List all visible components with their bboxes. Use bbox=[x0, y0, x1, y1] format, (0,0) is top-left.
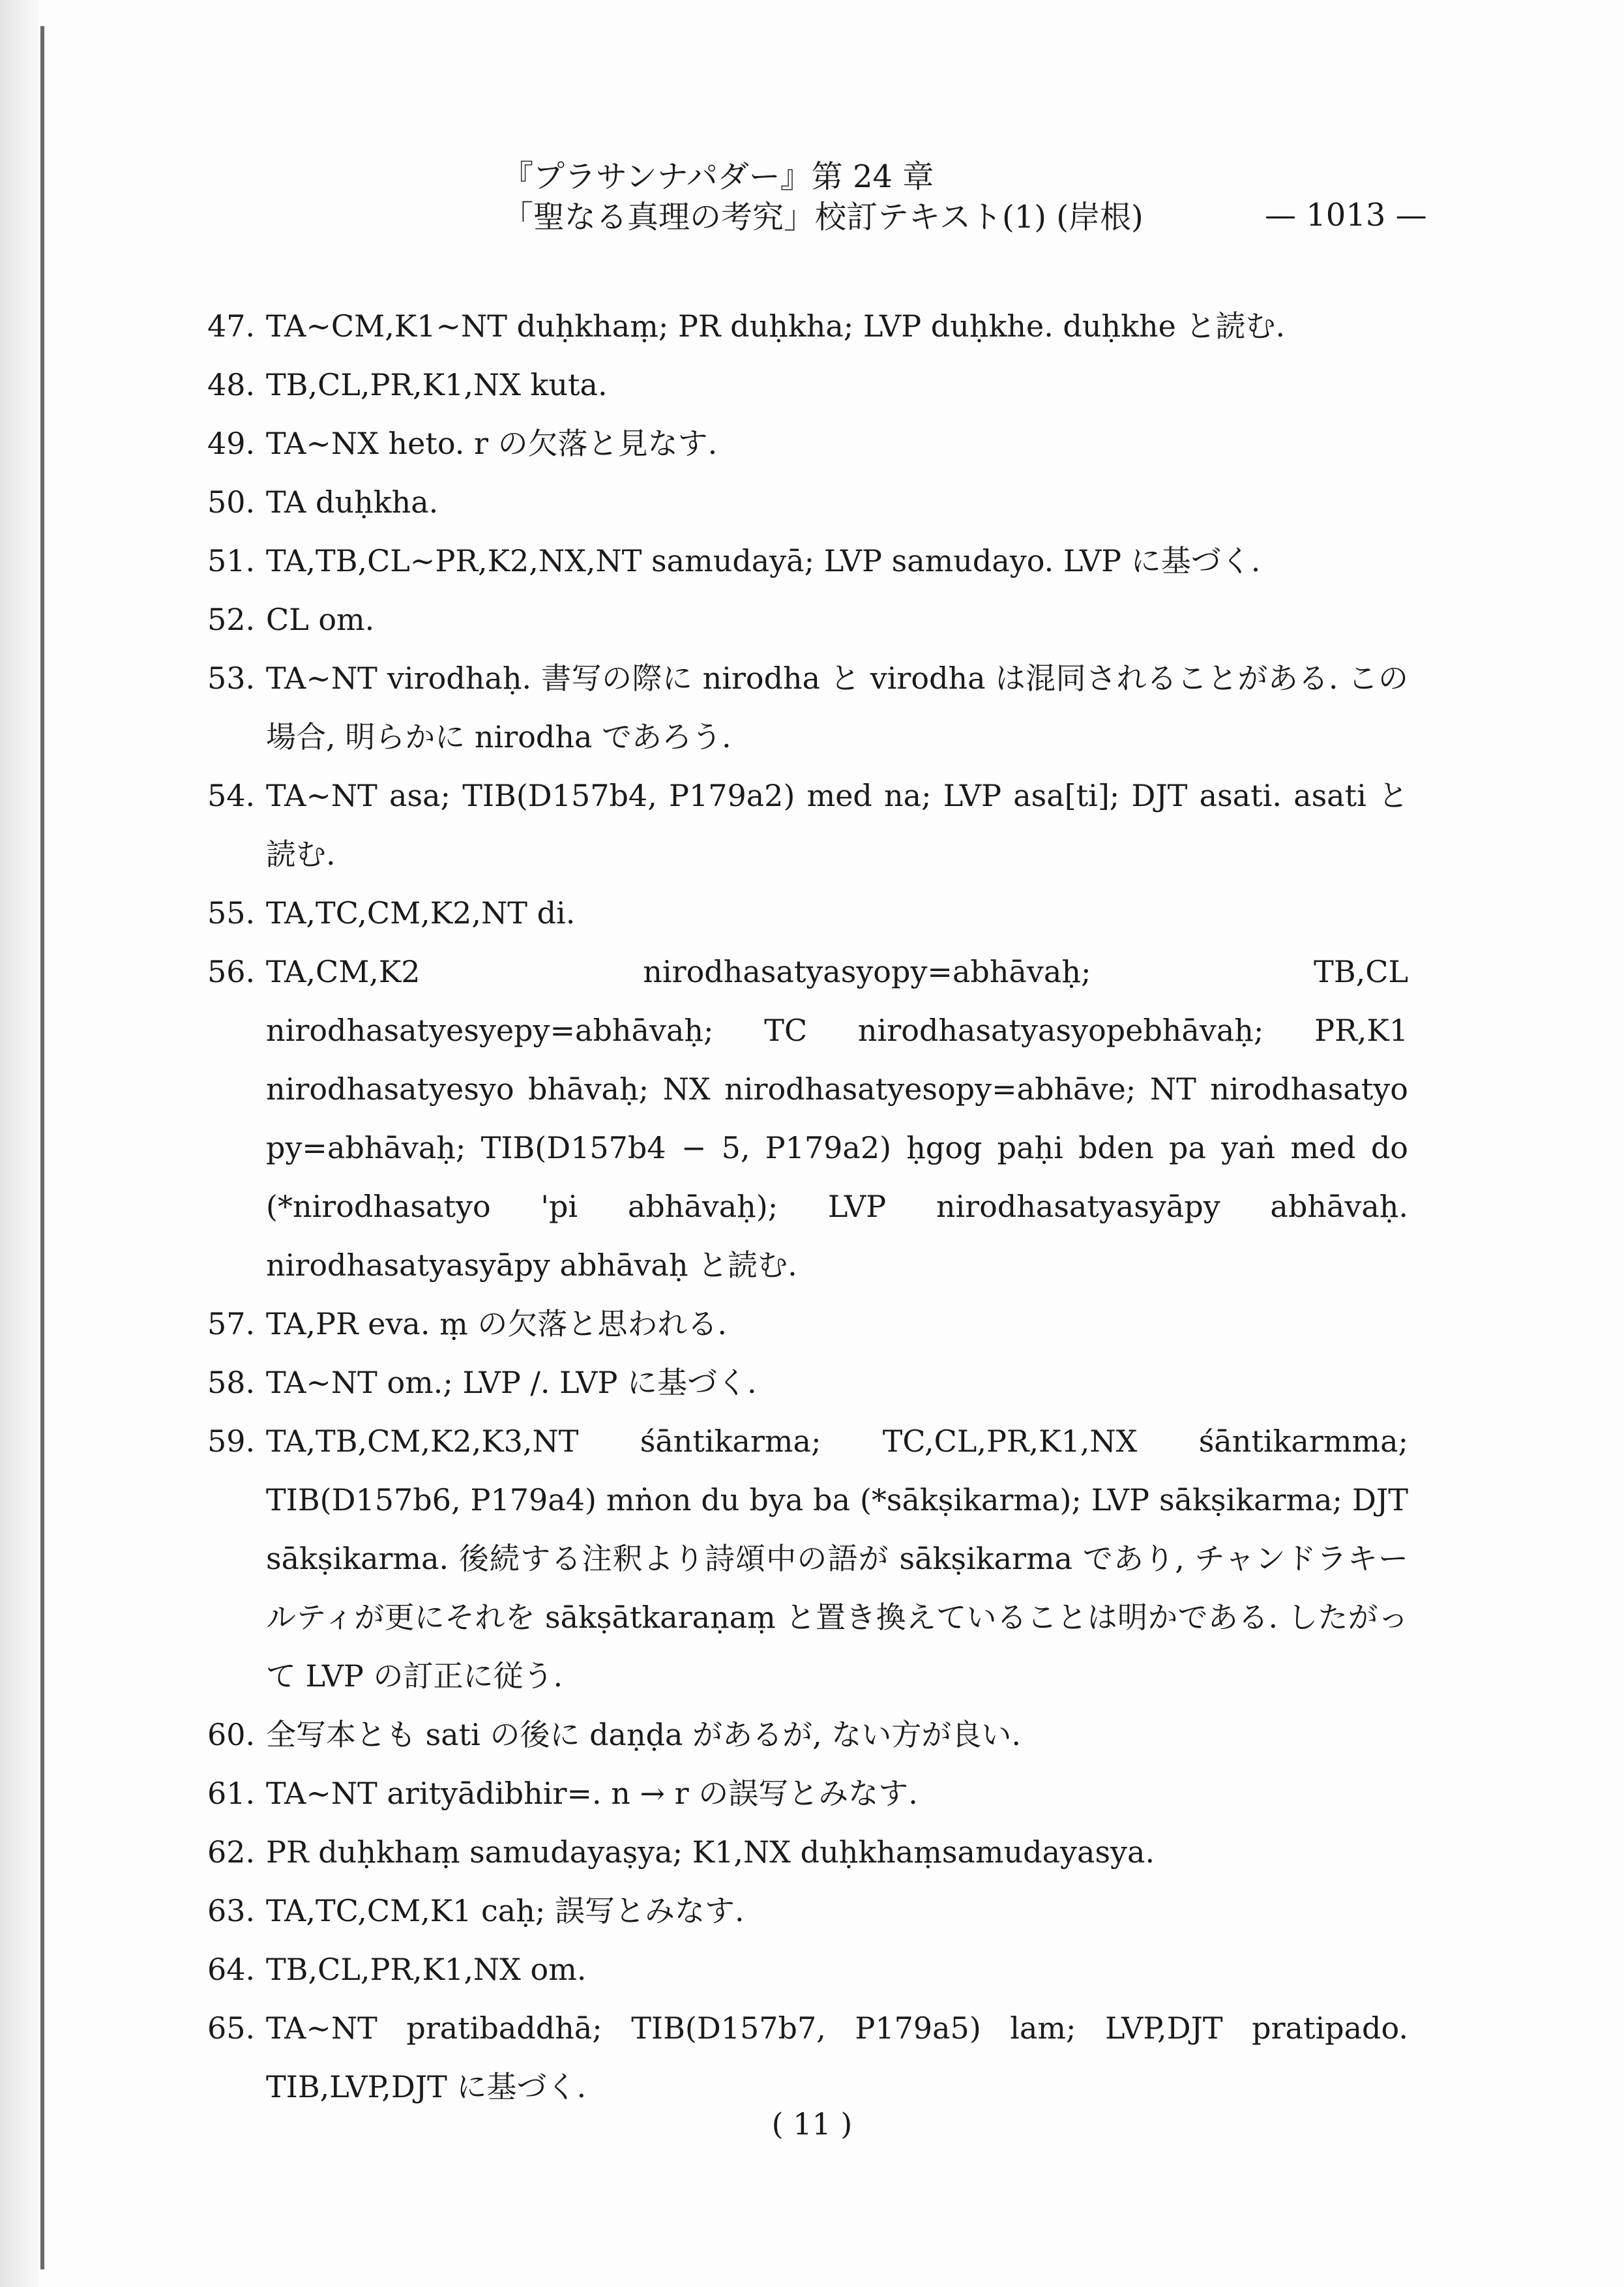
note-item bbox=[207, 1294, 1408, 1353]
note-item bbox=[207, 1999, 1408, 2116]
note-text: TB,CL,PR,K1,NX kuta. bbox=[266, 367, 608, 402]
note-text: TA∼NT pratibaddhā; TIB(D157b7, P179a5) lam; LVP,DJT pratipado. TIB,LVP,DJT に基づく. bbox=[266, 2010, 1408, 2104]
note-item bbox=[207, 1705, 1408, 1764]
note-item bbox=[207, 1353, 1408, 1412]
note-number: 56. bbox=[207, 954, 256, 989]
note-item bbox=[207, 355, 1408, 414]
note-item bbox=[207, 1940, 1408, 1999]
note-text: TA,CM,K2 nirodhasatyasyopy=abhāvaḥ; TB,CL nirodhasatyesyepy=abhāvaḥ; TC nirodhasatyasyopebhāvaḥ; PR,K1 nirodhasatyesyo bhāvaḥ; NX nirodhasatyesopy=abhāve; NT nirodhasatyo py=abhāvaḥ; TIB(D157b4 − 5, P179a2) ḥgog paḥi bden pa yaṅ med do (*nirodhasatyo 'pi abhāvaḥ); LVP nirodhasatyasyāpy abhāvaḥ. nirodhasatyasyāpy abhāvaḥ と読む. bbox=[266, 954, 1408, 1283]
note-item bbox=[207, 942, 1408, 1294]
note-item bbox=[207, 414, 1408, 473]
note-item bbox=[207, 1881, 1408, 1940]
binding-shadow bbox=[0, 0, 39, 2287]
note-text: TA∼NT om.; LVP /. LVP に基づく. bbox=[266, 1365, 757, 1400]
note-number: 61. bbox=[207, 1776, 256, 1811]
note-item bbox=[207, 531, 1408, 590]
note-number: 47. bbox=[207, 308, 256, 344]
note-text: PR duḥkhaṃ samudayaṣya; K1,NX duḥkhaṃsamudayasya. bbox=[266, 1834, 1155, 1870]
note-text: TA,TC,CM,K2,NT di. bbox=[266, 895, 576, 931]
note-text: TA∼NT asa; TIB(D157b4, P179a2) med na; LVP asa[ti]; DJT asati. asati と読む. bbox=[266, 778, 1408, 872]
note-number: 65. bbox=[207, 2010, 256, 2046]
note-text: TB,CL,PR,K1,NX om. bbox=[266, 1952, 587, 1987]
note-number: 57. bbox=[207, 1306, 256, 1341]
page-number: — 1013 — bbox=[1265, 197, 1427, 233]
note-item bbox=[207, 1823, 1408, 1881]
note-number: 55. bbox=[207, 895, 256, 931]
note-text: TA,TB,CL∼PR,K2,NX,NT samudayā; LVP samudayo. LVP に基づく. bbox=[266, 543, 1261, 578]
note-number: 54. bbox=[207, 778, 256, 813]
note-text: TA∼NT arityādibhir=. n → r の誤写とみなす. bbox=[266, 1776, 918, 1811]
note-text: CL om. bbox=[266, 602, 375, 637]
note-number: 64. bbox=[207, 1952, 256, 1987]
note-number: 52. bbox=[207, 602, 256, 637]
note-number: 51. bbox=[207, 543, 256, 578]
note-text: TA duḥkha. bbox=[266, 485, 439, 520]
note-number: 50. bbox=[207, 485, 256, 520]
header-subtitle-line: 「聖なる真理の考究」校訂テキスト(1) (岸根) bbox=[502, 199, 1144, 235]
note-item bbox=[207, 590, 1408, 649]
note-item bbox=[207, 1412, 1408, 1705]
note-item bbox=[207, 649, 1408, 766]
note-number: 53. bbox=[207, 661, 256, 696]
note-number: 48. bbox=[207, 367, 256, 402]
note-item bbox=[207, 473, 1408, 531]
note-number: 62. bbox=[207, 1834, 256, 1870]
note-number: 63. bbox=[207, 1893, 256, 1928]
note-text: TA,PR eva. ṃ の欠落と思われる. bbox=[266, 1306, 727, 1341]
note-number: 49. bbox=[207, 426, 256, 461]
note-number: 58. bbox=[207, 1365, 256, 1400]
note-text: TA∼NT virodhaḥ. 書写の際に nirodha と virodha は混同されることがある. この場合, 明らかに nirodha であろう. bbox=[266, 661, 1408, 755]
binding-edge bbox=[40, 26, 44, 2269]
note-number: 60. bbox=[207, 1717, 256, 1752]
notes-list bbox=[207, 297, 1408, 2116]
note-item bbox=[207, 1764, 1408, 1823]
note-text: TA∼CM,K1∼NT duḥkhaṃ; PR duḥkha; LVP duḥkhe. duḥkhe と読む. bbox=[266, 308, 1286, 344]
note-number: 59. bbox=[207, 1424, 256, 1459]
header-title-line: 『プラサンナパダー』第 24 章 bbox=[502, 158, 934, 195]
note-item bbox=[207, 297, 1408, 355]
note-item bbox=[207, 884, 1408, 942]
note-text: TA,TC,CM,K1 caḥ; 誤写とみなす. bbox=[266, 1893, 745, 1928]
note-item bbox=[207, 766, 1408, 884]
folio-number: ( 11 ) bbox=[771, 2106, 853, 2142]
note-text: TA∼NX heto. r の欠落と見なす. bbox=[266, 426, 718, 461]
note-text: TA,TB,CM,K2,K3,NT śāntikarma; TC,CL,PR,K1,NX śāntikarmma; TIB(D157b6, P179a4) mṅon du bya ba (*sākṣikarma); LVP sākṣikarma; DJT sākṣikarma. 後続する注釈より詩頌中の語が sākṣikarma であり, チャンドラキールティが更にそれを sākṣātkaraṇaṃ と置き換えていることは明かである. したがって LVP の訂正に従う. bbox=[266, 1424, 1408, 1694]
note-text: 全写本とも sati の後に daṇḍa があるが, ない方が良い. bbox=[266, 1717, 1021, 1752]
